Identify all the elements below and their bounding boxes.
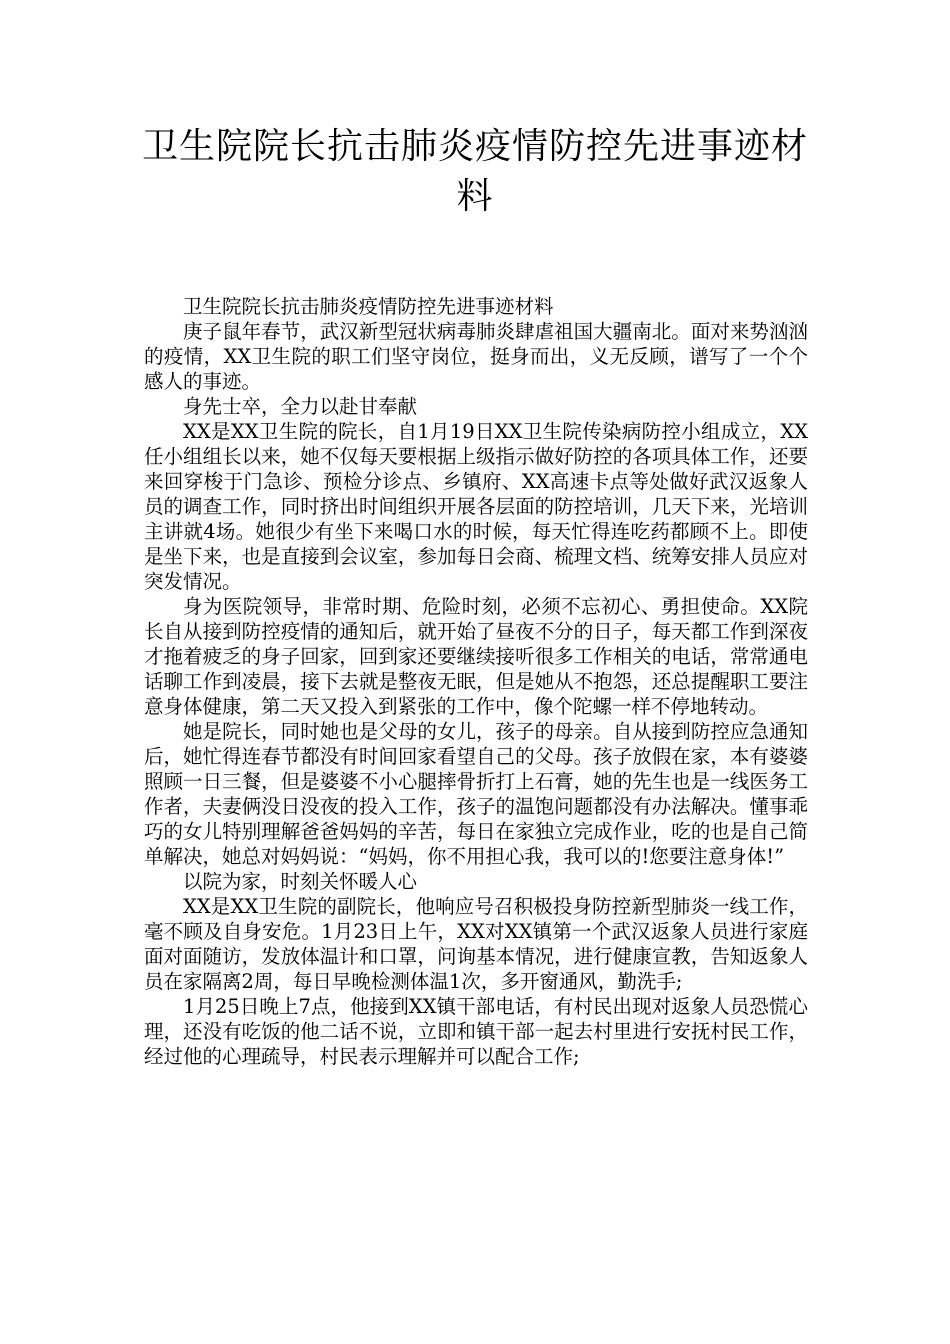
paragraph: 1月25日晚上7点，他接到XX镇干部电话，有村民出现对返象人员恐慌心理，还没有吃饭的他二话不说，立即和镇干部一起去村里进行安抚村民工作，经过他的心理疏导，村民表示理解并可以配合工作;	[144, 995, 808, 1068]
document-title: 卫生院院长抗击肺炎疫情防控先进事迹材料	[141, 126, 808, 217]
paragraph: 她是院长，同时她也是父母的女儿，孩子的母亲。自从接到防控应急通知后，她忙得连春节都没有时间回家看望自己的父母。孩子放假在家，本有婆婆照顾一日三餐，但是婆婆不小心腿摔骨折打上石膏，她的先生也是一线医务工作者，夫妻俩没日没夜的投入工作，孩子的温饱问题都没有办法解决。懂事乖巧的女儿特别理解爸爸妈妈的辛苦，每日在家独立完成作业，吃的也是自己简单解决，她总对妈妈说：“妈妈，你不用担心我，我可以的!您要注意身体!”	[144, 720, 808, 868]
document-body	[144, 294, 808, 1069]
paragraph: XX是XX卫生院的院长，自1月19日XX卫生院传染病防控小组成立，XX任小组组长以来，她不仅每天要根据上级指示做好防控的各项具体工作，还要来回穿梭于门急诊、预检分诊点、乡镇府、XX高速卡点等处做好武汉返象人员的调查工作，同时挤出时间组织开展各层面的防控培训，几天下来，光培训主讲就4场。她很少有坐下来喝口水的时候，每天忙得连吃药都顾不上。即使是坐下来，也是直接到会议室，参加每日会商、梳理文档、统筹安排人员应对突发情况。	[144, 420, 808, 593]
section-heading-2: 以院为家，时刻关怀暖人心	[183, 870, 418, 893]
paragraph-heading-repeat: 卫生院院长抗击肺炎疫情防控先进事迹材料	[183, 295, 554, 318]
section-heading-1: 身先士卒，全力以赴甘奉献	[183, 395, 418, 418]
paragraph: 身为医院领导，非常时期、危险时刻，必须不忘初心、勇担使命。XX院长自从接到防控疫情的通知后，就开始了昼夜不分的日子，每天都工作到深夜才拖着疲乏的身子回家，回到家还要继续接听很多工作相关的电话，常常通电话聊工作到凌晨，接下去就是整夜无眠，但是她从不抱怨，还总提醒职工要注意身体健康，第二天又投入到紧张的工作中，像个陀螺一样不停地转动。	[144, 595, 808, 718]
paragraph: XX是XX卫生院的副院长，他响应号召积极投身防控新型肺炎一线工作，毫不顾及自身安危。1月23日上午，XX对XX镇第一个武汉返象人员进行家庭面对面随访，发放体温计和口罩，问询基本情况，进行健康宣教，告知返象人员在家隔离2周，每日早晚检测体温1次，多开窗通风，勤洗手;	[144, 895, 808, 993]
paragraph-intro: 庚子鼠年春节，武汉新型冠状病毒肺炎肆虐祖国大疆南北。面对来势汹汹的疫情，XX卫生院的职工们坚守岗位，挺身而出，义无反顾，谱写了一个个感人的事迹。	[144, 320, 808, 393]
